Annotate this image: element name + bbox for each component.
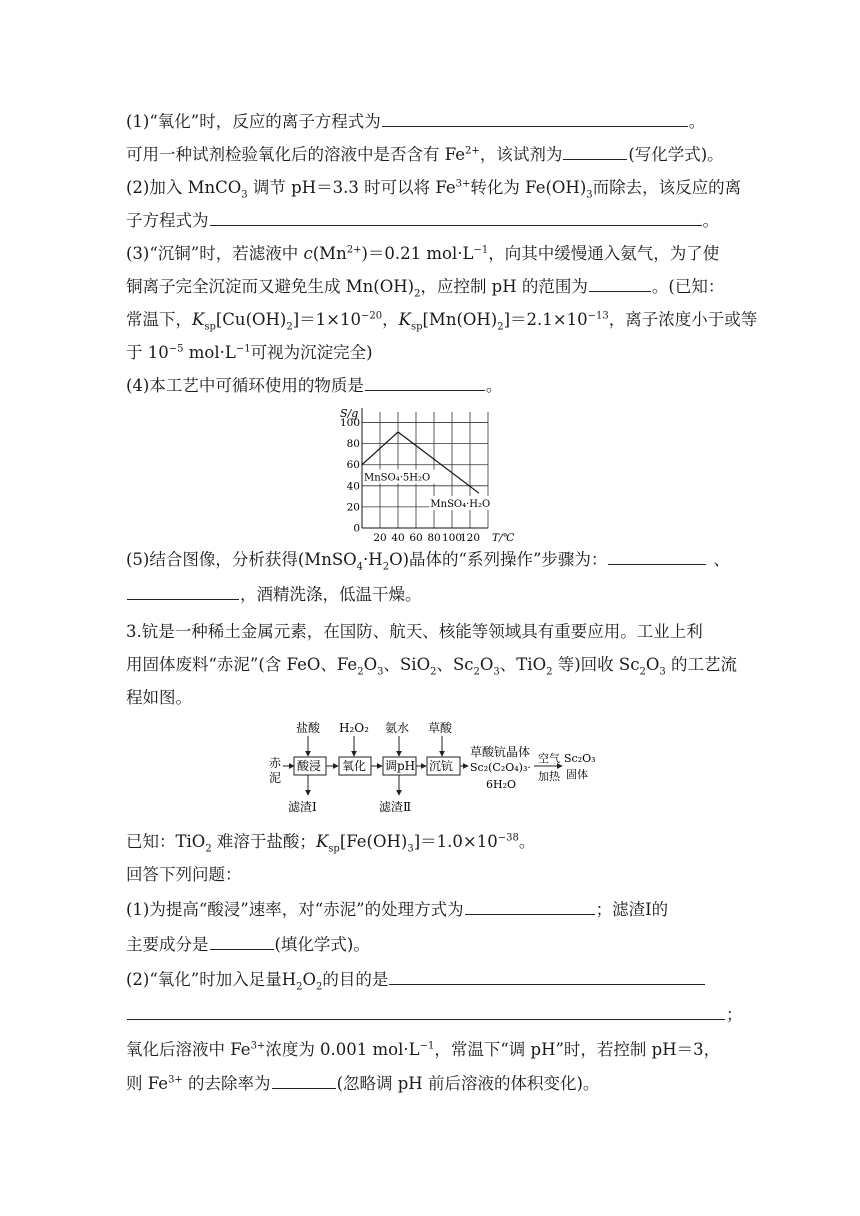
answer-blank[interactable] bbox=[210, 209, 702, 226]
answer-blank[interactable] bbox=[272, 1072, 336, 1089]
residue-2: 滤渣Ⅱ bbox=[379, 800, 412, 814]
reagent-ammonia: 氨水 bbox=[385, 721, 410, 735]
answer-prompt: 回答下列问题： bbox=[126, 865, 242, 884]
known-line: 已知：TiO$_2$ 难溶于盐酸；$K_{sp}[Fe(OH)_3]=1.0\times 10^{-38}$。 bbox=[126, 832, 536, 855]
x-tick-label: 120 bbox=[459, 532, 481, 544]
q3-line3: 常温下，$K_{sp}[Cu(OH)_2]=1\times 10^{-20}$，$K_{sp}[Mn(OH)_2]=2.1\times 10^{-13}$，离子浓度小于或等 bbox=[126, 310, 758, 333]
q3-line4: 于 $10^{-5}$ $mol\cdot L^{-1}$可视为沉淀完全) bbox=[126, 343, 373, 362]
answer-blank[interactable] bbox=[608, 548, 706, 565]
series-label: MnSO₄·H₂O bbox=[430, 498, 491, 510]
s3-q1-line1: (1)为提高“酸浸”速率，对“赤泥”的处理方式为 ；滤渣Ⅰ的 bbox=[126, 900, 669, 919]
q2-line2: 子方程式为 。 bbox=[126, 211, 719, 230]
s3-intro3: 程如图。 bbox=[126, 688, 192, 707]
x-tick-label: 20 bbox=[373, 532, 387, 544]
answer-blank[interactable] bbox=[382, 110, 688, 127]
product-label-1: 草酸钪晶体 bbox=[470, 745, 531, 759]
series-line bbox=[398, 432, 479, 493]
solubility-chart bbox=[338, 404, 518, 544]
s3-intro1: 3.钪是一种稀土金属元素，在国防、航天、核能等领域具有重要应用。工业上利 bbox=[126, 622, 703, 641]
s3-q2-line1: (2)“氧化”时加入足量$H_2O_2$的目的是 bbox=[126, 968, 746, 992]
x-tick-label: 60 bbox=[409, 532, 423, 544]
step-oxidation-label: 氧化 bbox=[342, 759, 367, 773]
s3-q2-line3: 氧化后溶液中 $Fe^{3+}$浓度为 0.001 $mol\cdot L^{-1}$，常温下“调 pH”时，若控制 pH＝3， bbox=[126, 1040, 721, 1059]
series-label: MnSO₄·5H₂O bbox=[364, 472, 431, 484]
y-tick-label: 60 bbox=[346, 459, 360, 472]
answer-blank[interactable] bbox=[127, 583, 239, 600]
q3-line2: 铜离子完全沉淀而又避免生成 $Mn(OH)_2$，应控制 pH 的范围为 。(已知： bbox=[126, 277, 725, 300]
step-acid-leach-label: 酸浸 bbox=[297, 759, 322, 773]
y-tick-label: 40 bbox=[346, 480, 360, 493]
x-tick-label: 40 bbox=[391, 532, 405, 544]
s3-q2-line2: ； bbox=[126, 1003, 746, 1027]
s3-q1-line2: 主要成分是 (填化学式)。 bbox=[126, 935, 370, 954]
answer-blank[interactable] bbox=[589, 275, 651, 292]
x-tick-label: 100 bbox=[441, 532, 463, 544]
process-flow-diagram bbox=[266, 718, 606, 818]
q5-line2: ，酒精洗涤，低温干燥。 bbox=[126, 583, 746, 607]
x-axis-label: T/℃ bbox=[492, 532, 515, 544]
q2-line1: (2)加入 MnCO$_3$ 调节 pH＝3.3 时可以将 $Fe^{3+}$转化为 $Fe(OH)_3$而除去，该反应的离 bbox=[126, 178, 742, 201]
step-precipitate-scandium-label: 沉钪 bbox=[429, 759, 454, 773]
q1-line1: (1)“氧化”时，反应的离子方程式为 。 bbox=[126, 112, 706, 131]
reagent-h2o2: H₂O₂ bbox=[339, 721, 369, 735]
x-tick-label: 80 bbox=[427, 532, 441, 544]
answer-blank[interactable] bbox=[210, 933, 274, 950]
reagent-oxalic-acid: 草酸 bbox=[428, 721, 453, 735]
s3-intro2: 用固体废料“赤泥”(含 FeO、$Fe_2O_3$、SiO$_2$、$Sc_2O_3$、TiO$_2$ 等)回收 $Sc_2O_3$ 的工艺流 bbox=[126, 655, 737, 678]
flow-start-top: 赤 bbox=[269, 756, 282, 770]
y-tick-label: 100 bbox=[339, 417, 360, 430]
product-label-2: Sc₂(C₂O₄)₃· bbox=[470, 761, 531, 774]
answer-blank[interactable] bbox=[365, 374, 485, 391]
q1-line2: 可用一种试剂检验氧化后的溶液中是否含有 $Fe^{2+}$，该试剂为 (写化学式)。 bbox=[126, 145, 724, 164]
y-tick-label: 20 bbox=[346, 501, 360, 514]
y-tick-label: 0 bbox=[353, 522, 360, 535]
q5-line1: (5)结合图像，分析获得$(MnSO_4\cdot H_2O)$晶体的“系列操作”步骤为： 、 bbox=[126, 550, 730, 573]
answer-blank[interactable] bbox=[563, 143, 627, 160]
s3-q2-line4: 则 $Fe^{3+}$ 的去除率为 (忽略调 pH 前后溶液的体积变化)。 bbox=[126, 1074, 600, 1093]
product-label-3: 6H₂O bbox=[486, 778, 517, 791]
y-tick-label: 80 bbox=[346, 438, 360, 451]
residue-1: 滤渣Ⅰ bbox=[288, 800, 317, 814]
answer-blank[interactable] bbox=[127, 1003, 725, 1020]
q3-line1: (3)“沉铜”时，若滤液中 $c(Mn^{2+})=0.21$ $mol\cdot L^{-1}$，向其中缓慢通入氨气，为了使 bbox=[126, 244, 720, 263]
step-adjust-ph-label: 调pH bbox=[385, 759, 416, 773]
q4-line: (4)本工艺中可循环使用的物质是 。 bbox=[126, 376, 503, 395]
reagent-hydrochloric-acid: 盐酸 bbox=[296, 721, 321, 735]
condition-air: 空气 bbox=[538, 752, 560, 765]
flow-start-bottom: 泥 bbox=[269, 771, 282, 785]
answer-blank[interactable] bbox=[389, 968, 705, 985]
condition-heat: 加热 bbox=[538, 770, 560, 783]
final-product-formula: Sc₂O₃ bbox=[564, 752, 596, 765]
answer-blank[interactable] bbox=[465, 898, 595, 915]
y-axis-label: S/g bbox=[340, 407, 359, 420]
final-product-state: 固体 bbox=[566, 768, 588, 781]
